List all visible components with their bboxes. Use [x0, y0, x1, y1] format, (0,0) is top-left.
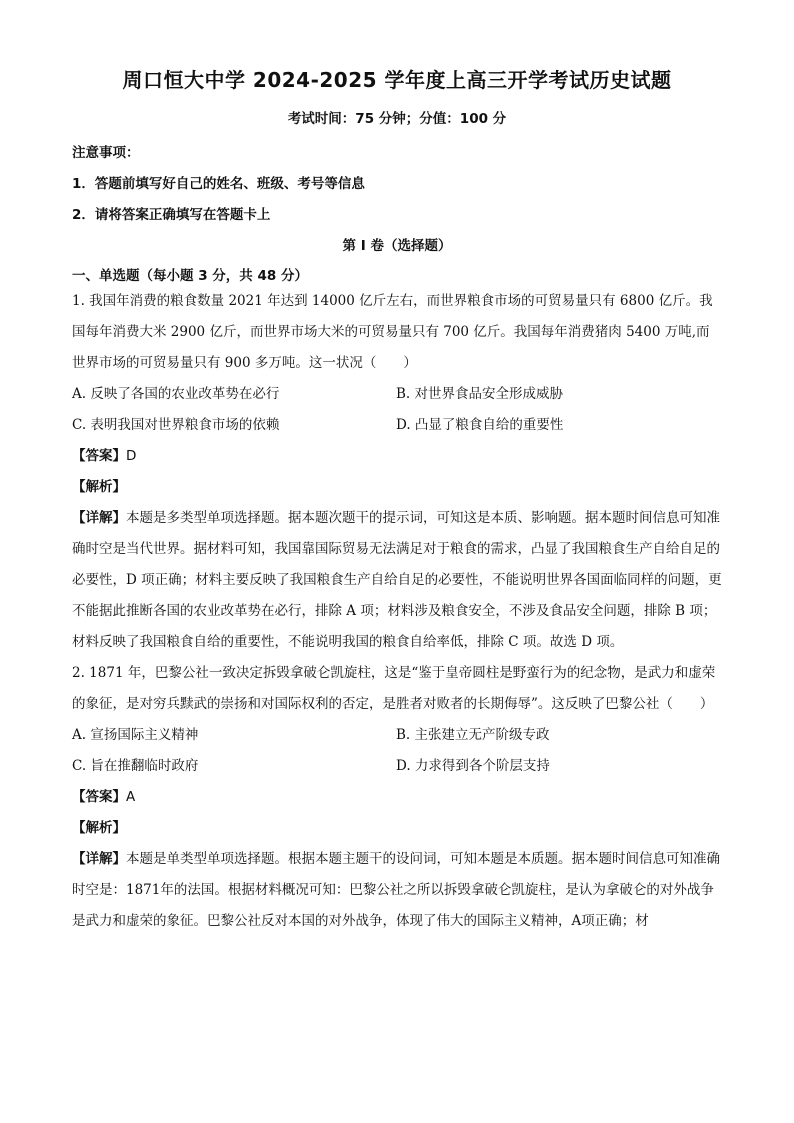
option-c: C. 旨在推翻临时政府 — [72, 758, 199, 774]
analysis-label: 【解析】 — [72, 820, 126, 836]
option-a: A. 宣扬国际主义精神 — [72, 727, 199, 743]
section-title: 第 I 卷（选择题） — [342, 238, 452, 254]
option-d: D. 凸显了粮食自给的重要性 — [396, 417, 564, 433]
option-b: B. 对世界食品安全形成威胁 — [396, 386, 564, 402]
detail-label: 【详解】 — [72, 510, 126, 526]
answer-line — [72, 441, 722, 472]
option-d: D. 力求得到各个阶层支持 — [396, 758, 550, 774]
answer-value: A — [126, 789, 136, 805]
option-c: C. 表明我国对世界粮食市场的依赖 — [72, 417, 280, 433]
analysis-line — [72, 813, 722, 844]
answer-label: 【答案】 — [72, 789, 126, 805]
options-row — [72, 410, 722, 441]
detail-text: 本题是单类型单项选择题。根据本题主题干的设问词，可知本题是本质题。据本题时间信息可知准确时空是：1871年的法国。根据材料概况可知：巴黎公社之所以拆毁拿破仑凯旋柱，是认为拿破仑的对外战争是武力和虚荣的象征。巴黎公社反对本国的对外战争，体现了伟大的国际主义精神，A项正确；材 — [72, 851, 720, 929]
detail-paragraph — [72, 503, 722, 658]
answer-label: 【答案】 — [72, 448, 126, 464]
part-title: 一、单选题（每小题 3 分，共 48 分） — [72, 268, 308, 284]
question-stem: 2. 1871 年，巴黎公社一致决定拆毁拿破仑凯旋柱，这是“鉴于皇帝圆柱是野蛮行为的纪念物，是武力和虚荣的象征，是对穷兵黩武的崇扬和对国际权利的否定，是胜者对败者的长期侮辱”。这反映了巴黎公社（ ） — [72, 665, 716, 712]
note-item: 2．请将答案正确填写在答题卡上 — [72, 207, 271, 223]
question-1 — [72, 286, 722, 658]
options-row — [72, 720, 722, 751]
option-b: B. 主张建立无产阶级专政 — [396, 727, 550, 743]
detail-paragraph — [72, 844, 722, 937]
analysis-line — [72, 472, 722, 503]
question-2 — [72, 658, 722, 937]
notes-heading: 注意事项： — [72, 145, 140, 161]
answer-line — [72, 782, 722, 813]
page-title: 周口恒大中学 2024-2025 学年度上高三开学考试历史试题 — [122, 68, 672, 92]
options-row — [72, 379, 722, 410]
option-a: A. 反映了各国的农业改革势在必行 — [72, 386, 280, 402]
note-item: 1．答题前填写好自己的姓名、班级、考号等信息 — [72, 176, 365, 192]
analysis-label: 【解析】 — [72, 479, 126, 495]
answer-value: D — [126, 448, 137, 464]
detail-label: 【详解】 — [72, 851, 126, 867]
exam-info: 考试时间：75 分钟；分值：100 分 — [287, 111, 507, 127]
detail-text: 本题是多类型单项选择题。据本题次题干的提示词，可知这是本质、影响题。据本题时间信息可知准确时空是当代世界。据材料可知，我国靠国际贸易无法满足对于粮食的需求，凸显了我国粮食生产自给自足的必要性，D 项正确；材料主要反映了我国粮食生产自给自足的必要性，不能说明世界各国面临同样的问题，更不能据此推断各国的农业改革势在必行，排除 A 项；材料涉及粮食安全，不涉及食品安全问题，排除 B 项；材料反映了我国粮食自给的重要性，不能说明我国的粮食自给率低，排除 C 项。故选 D 项。 — [72, 510, 722, 650]
question-stem: 1. 我国年消费的粮食数量 2021 年达到 14000 亿斤左右，而世界粮食市场的可贸易量只有 6800 亿斤。我国每年消费大米 2900 亿斤，而世界市场大米的可贸易量只有 700 亿斤。我国每年消费猪肉 5400 万吨,而世界市场的可贸易量只有 900 多万吨。这一状况（ ） — [72, 293, 713, 371]
options-row — [72, 751, 722, 782]
